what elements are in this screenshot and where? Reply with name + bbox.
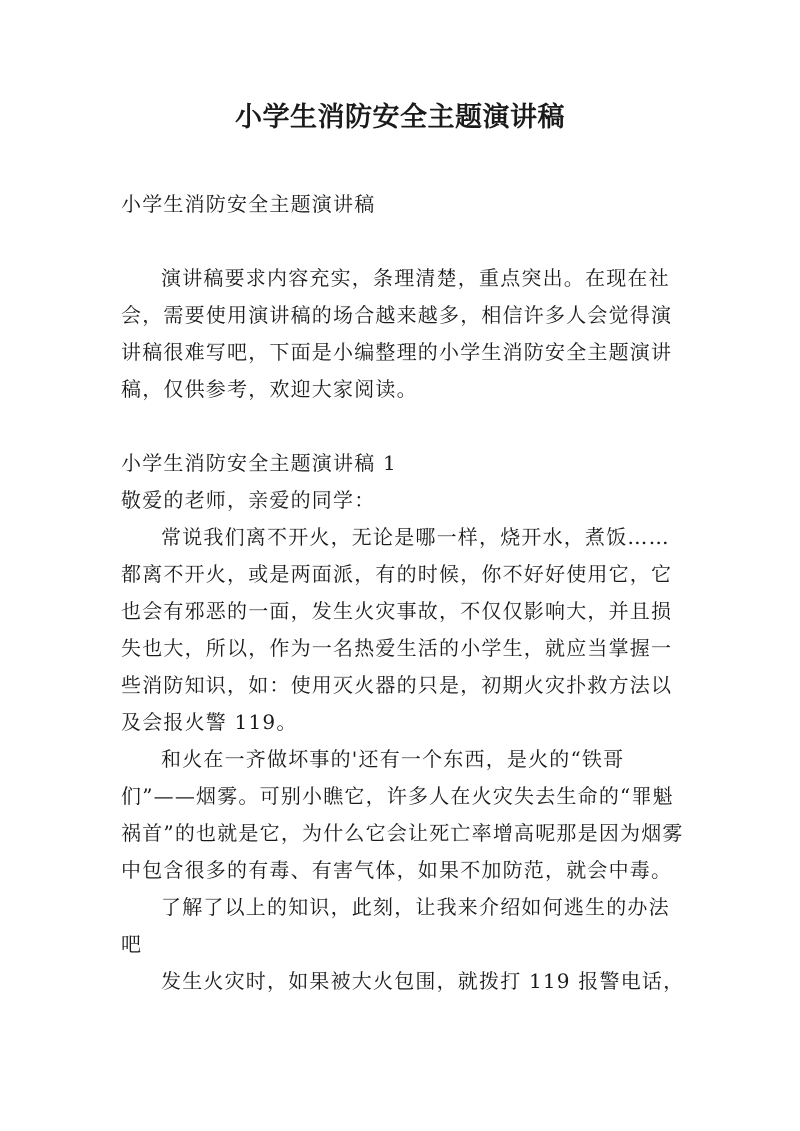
paragraph: 了解了以上的知识，此刻，让我来介绍如何逃生的办法吧 (121, 895, 670, 956)
document-subtitle: 小学生消防安全主题演讲稿 (121, 192, 376, 216)
intro-paragraph: 演讲稿要求内容充实，条理清楚，重点突出。在现在社会，需要使用演讲稿的场合越来越多，相信许多人会觉得演讲稿很难写吧，下面是小编整理的小学生消防安全主题演讲稿，仅供参考，欢迎大家阅读。 (121, 266, 673, 401)
document-title: 小学生消防安全主题演讲稿 (235, 102, 565, 133)
paragraph: 和火在一齐做坏事的'还有一个东西，是火的“铁哥们”——烟雾。可别小瞧它，许多人在火灾失去生命的“罪魁祸首”的也就是它，为什么它会让死亡率增高呢那是因为烟雾中包含很多的有毒、有害气体，如果不加防范，就会中毒。 (121, 747, 684, 882)
document-body (121, 186, 686, 1000)
paragraph: 发生火灾时，如果被大火包围，就拨打 119 报警电话， (161, 969, 685, 993)
paragraph: 常说我们离不开火，无论是哪一样，烧开水，煮饭……都离不开火，或是两面派，有的时候，你不好好使用它，它也会有邪恶的一面，发生火灾事故，不仅仅影响大，并且损失也大，所以，作为一名热爱生活的小学生，就应当掌握一些消防知识，如：使用灭火器的只是，初期火灾扑救方法以及会报火警 119。 (121, 525, 673, 734)
greeting: 敬爱的老师，亲爱的同学： (121, 488, 376, 512)
section-heading: 小学生消防安全主题演讲稿 1 (121, 451, 397, 475)
